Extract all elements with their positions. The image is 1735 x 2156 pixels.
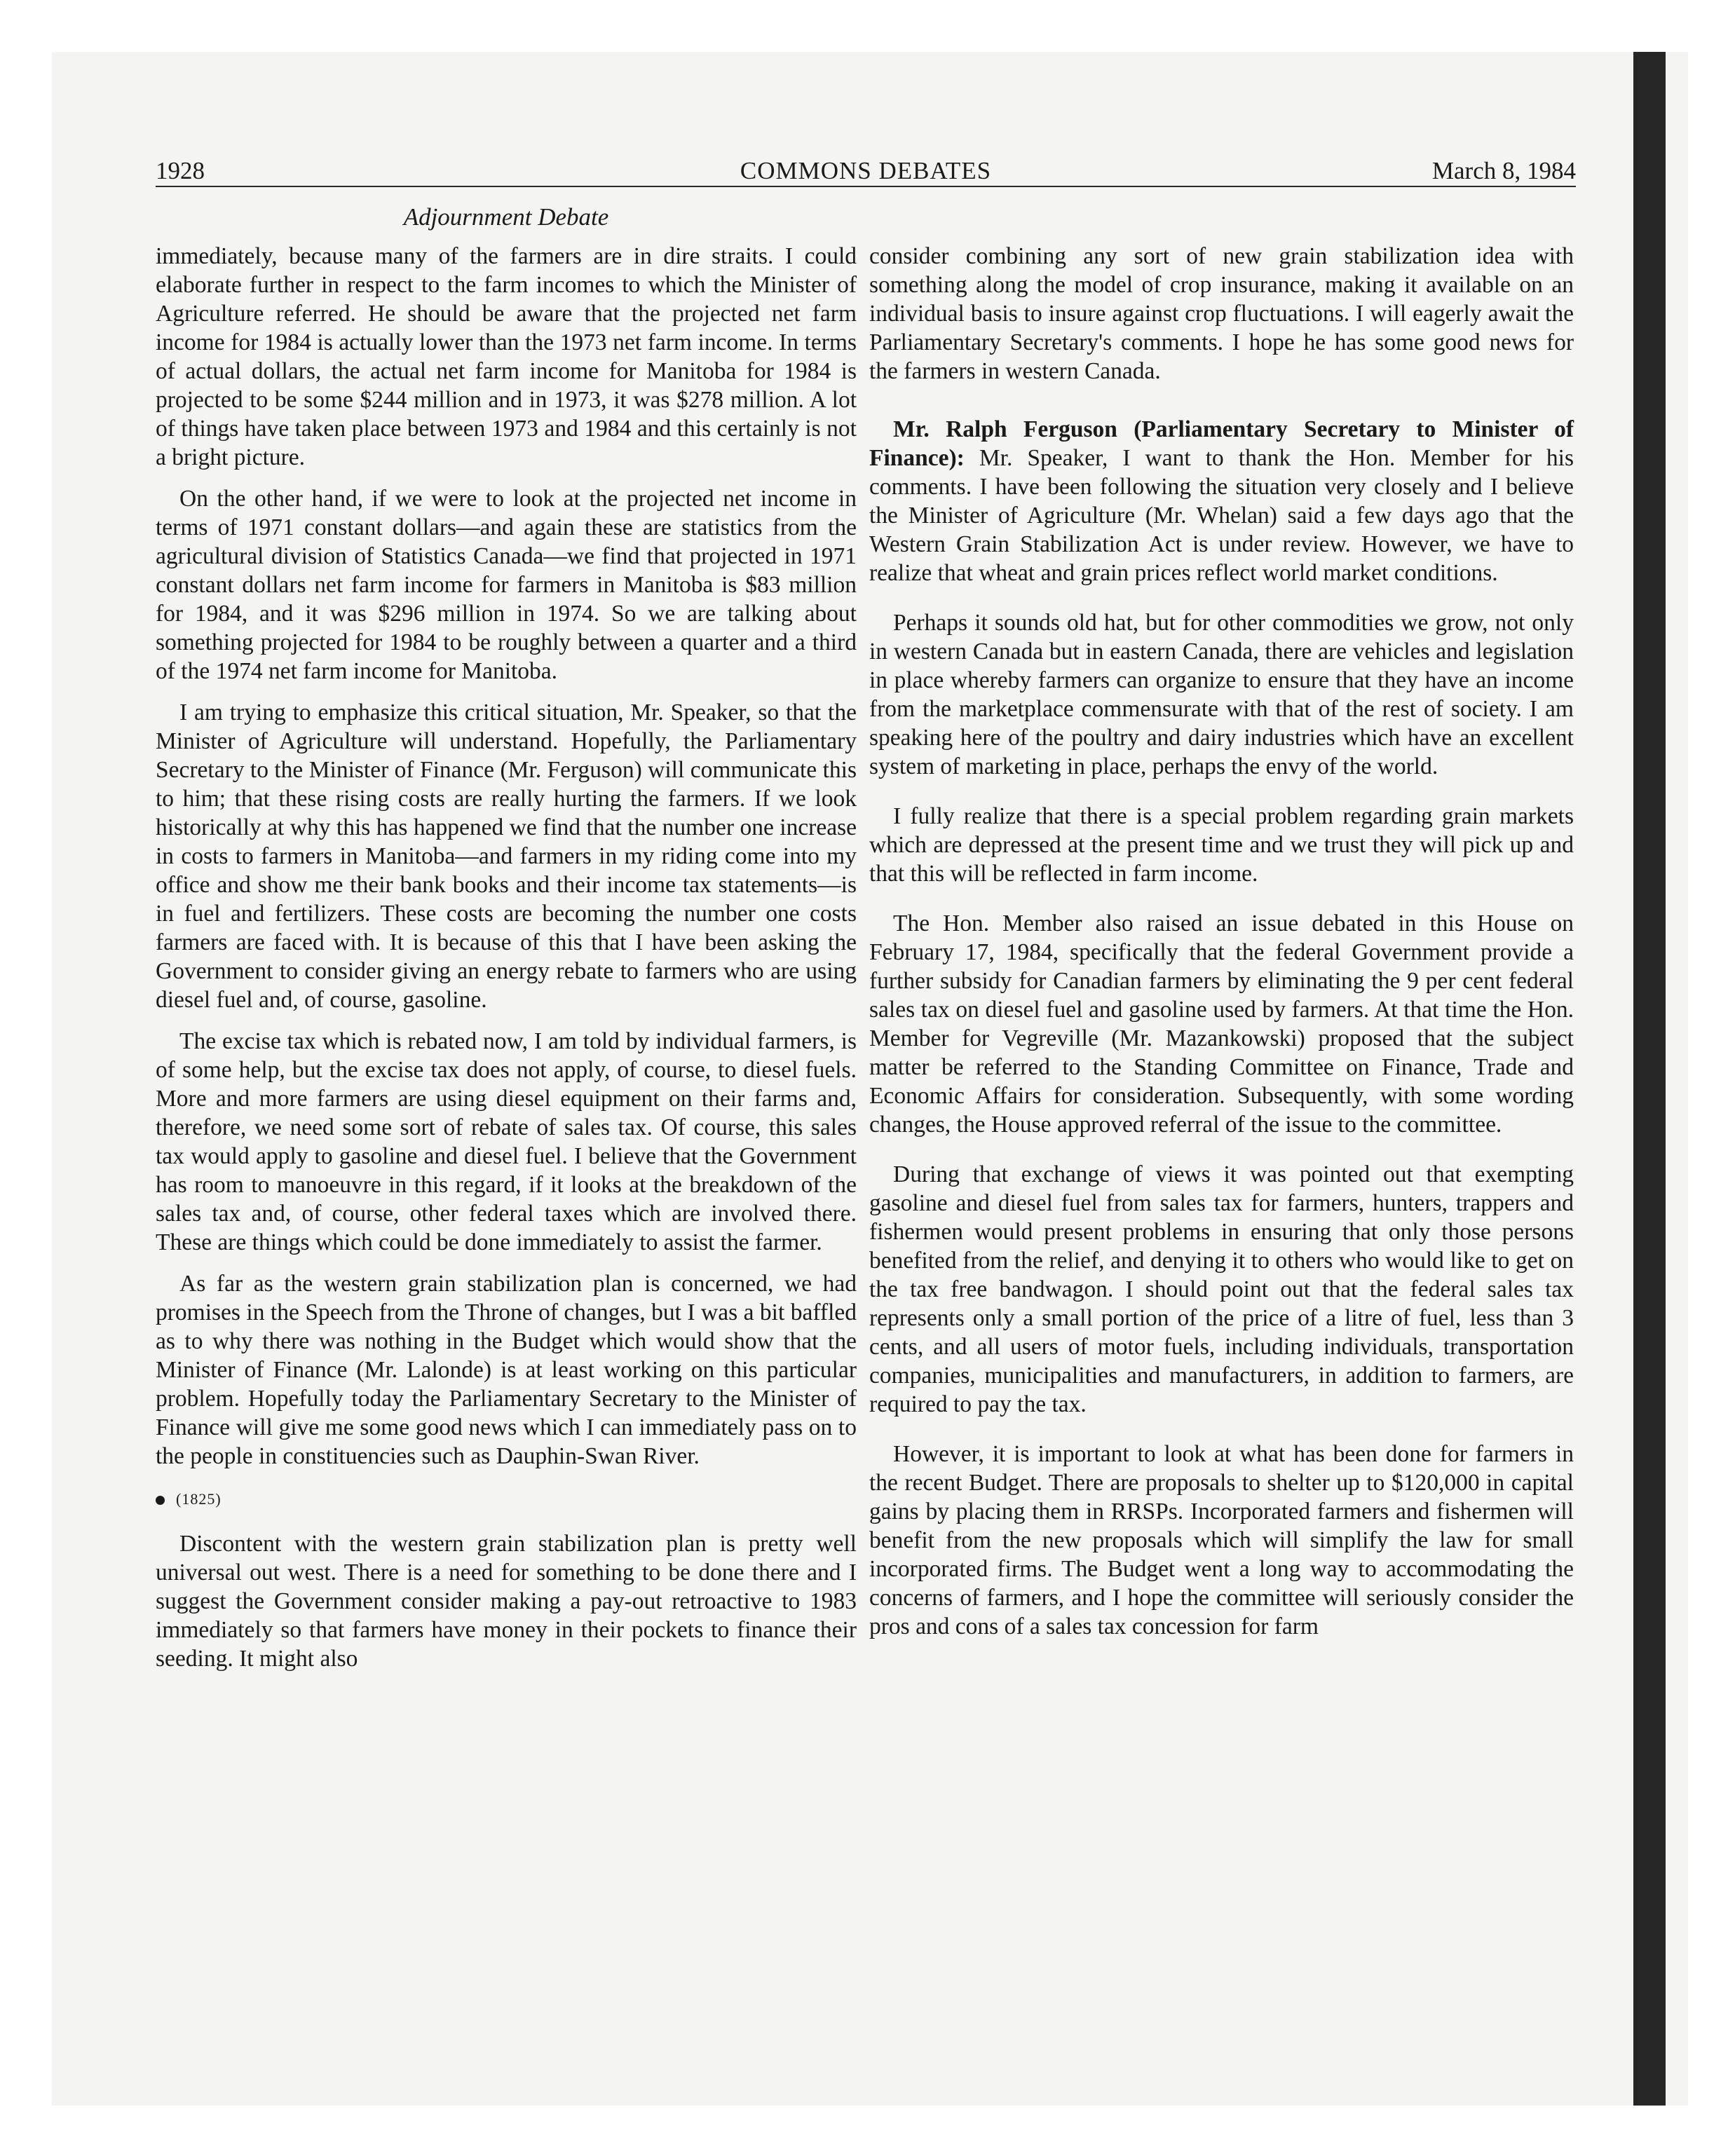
bullet-icon [156,1496,165,1505]
paragraph: The excise tax which is rebated now, I am told by individual farmers, is of some help, but the excise tax does not apply, of course, to diesel fuels. More and more farmers are using diesel equipment on their farms and, therefore, we need some sort of rebate of sales tax. Of course, this sales tax would apply to gasoline and diesel fuel. I believe that the Government has room to manoeuvre in this regard, if it looks at the breakdown of the sales tax and, of course, other federal taxes which are involved there. These are things which could be done immediately to assist the farmer. [156,1028,857,1255]
time-marker [156,1489,857,1510]
paragraph: During that exchange of views it was pointed out that exempting gasoline and diesel fuel from sales tax for farmers, hunters, trappers and fishermen would present problems in ensuring that only those persons benefited from the relief, and denying it to others who would like to get on the tax free bandwagon. I should point out that the federal sales tax represents only a small portion of the price of a litre of fuel, less than 3 cents, and all users of motor fuels, including individuals, transportation companies, municipalities and manufacturers, in addition to farmers, are required to pay the tax. [869,1161,1574,1417]
time-marker-text: (1825) [176,1490,222,1508]
paragraph: The Hon. Member also raised an issue debated in this House on February 17, 1984, specifically that the federal Government provide a further subsidy for Canadian farmers by eliminating the 9 per cent federal sales tax on diesel fuel and gasoline used by farmers. At that time the Hon. Member for Vegreville (Mr. Mazankowski) proposed that the subject matter be referred to the Standing Committee on Finance, Trade and Economic Affairs for consideration. Subsequently, with some wording changes, the House approved referral of the issue to the committee. [869,910,1574,1138]
section-heading: Adjournment Debate [403,203,609,231]
paragraph: I am trying to emphasize this critical situation, Mr. Speaker, so that the Minister of Agriculture will understand. Hopefully, the Parliamentary Secretary to the Minister of Finance (Mr. Ferguson) will communicate this to him; that these rising costs are really hurting the farmers. If we look historically at why this has happened we find that the number one increase in costs to farmers in Manitoba—and farmers in my riding come into my office and show me their bank books and their income tax statements—is in fuel and fertilizers. These costs are becoming the number one costs farmers are faced with. It is because of this that I have been asking the Government to consider giving an energy rebate to farmers who are using diesel fuel and, of course, gasoline. [156,700,857,1013]
page-header [156,147,1576,189]
header-date: March 8, 1984 [1431,157,1576,184]
right-column [869,242,1574,1641]
running-title: COMMONS DEBATES [740,157,992,184]
paragraph: On the other hand, if we were to look at the projected net income in terms of 1971 constant dollars—and again these are statistics from the agricultural division of Statistics Canada—we find that projected in 1971 constant dollars net farm income for farmers in Manitoba is $83 million for 1984, and it was $296 million in 1974. So we are talking about something projected for 1984 to be roughly between a quarter and a third of the 1974 net farm income for Manitoba. [156,486,857,684]
paragraph: Perhaps it sounds old hat, but for other commodities we grow, not only in western Canada but in eastern Canada, there are vehicles and legislation in place whereby farmers can organize to ensure that they have an income from the marketplace commensurate with that of the rest of society. I am speaking here of the poultry and dairy industries which have an excellent system of marketing in place, perhaps the envy of the world. [869,610,1574,779]
speaker-paragraph [869,415,1574,587]
paragraph: However, it is important to look at what has been done for farmers in the recent Budget. There are proposals to shelter up to $120,000 in capital gains by placing them in RRSPs. Incorporated farmers and fishermen will benefit from the new proposals which will simplify the law for small incorporated firms. The Budget went a long way to accommodating the concerns of farmers, and I hope the committee will seriously consider the pros and cons of a sales tax concession for farm [869,1441,1574,1639]
page-number: 1928 [156,157,205,184]
paragraph: I fully realize that there is a special problem regarding grain markets which are depressed at the present time and we trust they will pick up and that this will be reflected in farm income. [869,803,1574,887]
scan-edge-bar [1633,52,1666,2106]
paragraph: Discontent with the western grain stabilization plan is pretty well universal out west. There is a need for something to be done there and I suggest the Government consider making a pay-out retroactive to 1983 immediately so that farmers have money in their pockets to finance their seeding. It might also [156,1531,857,1672]
left-column [156,242,857,1673]
paragraph: As far as the western grain stabilization plan is concerned, we had promises in the Speech from the Throne of changes, but I was a bit baffled as to why there was nothing in the Budget which would show that the Minister of Finance (Mr. Lalonde) is at least working on this particular problem. Hopefully today the Parliamentary Secretary to the Minister of Finance will give me some good news which I can immediately pass on to the people in constituencies such as Dauphin-Swan River. [156,1271,857,1469]
speaker-text: Mr. Speaker, I want to thank the Hon. Member for his comments. I have been following the situation very closely and I believe the Minister of Agriculture (Mr. Whelan) said a few days ago that the Western Grain Stabilization Act is under review. However, we have to realize that wheat and grain prices reflect world market conditions. [869,445,1574,586]
paragraph: consider combining any sort of new grain stabilization idea with something along the model of crop insurance, making it available on an individual basis to insure against crop fluctuations. I will eagerly await the Parliamentary Secretary's comments. I hope he has some good news for the farmers in western Canada. [869,243,1574,384]
speaker-name: Mr. Ralph Ferguson (Parliamentary Secretary to Minister of Finance): [869,416,1574,471]
header-rule [156,186,1576,187]
paragraph: immediately, because many of the farmers are in dire straits. I could elaborate further in respect to the farm incomes to which the Minister of Agriculture referred. He should be aware that the projected net farm income for 1984 is actually lower than the 1973 net farm income. In terms of actual dollars, the actual net farm income for Manitoba for 1984 is projected to be some $244 million and in 1973, it was $278 million. A lot of things have taken place between 1973 and 1984 and this certainly is not a bright picture. [156,243,857,470]
